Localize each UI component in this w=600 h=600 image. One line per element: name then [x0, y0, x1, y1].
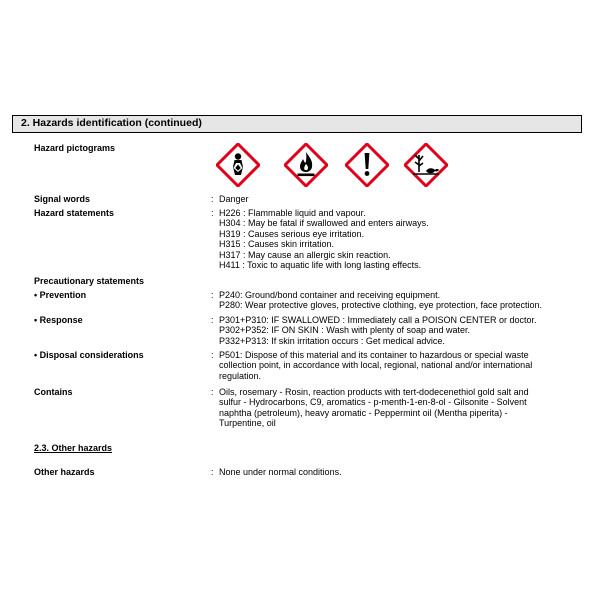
hazard-statement: H317 : May cause an allergic skin reaction.: [219, 249, 391, 260]
response-list: [219, 315, 579, 346]
disposal-line: collection point, in accordance with local, regional, national and/or international: [219, 360, 533, 371]
separator-colon: :: [211, 315, 214, 325]
precautionary-statement: P301+P310: IF SWALLOWED : Immediately call a POISON CENTER or doctor.: [219, 315, 537, 325]
precautionary-statement: P302+P352: IF ON SKIN : Wash with plenty of soap and water.: [219, 325, 471, 336]
contains-label: Contains: [34, 387, 73, 397]
signal-words-value: [219, 194, 579, 204]
prevention-label: • Prevention: [34, 290, 87, 300]
contains-line: Oils, rosemary - Rosin, reaction products with tert-dodecenethiol gold salt and: [219, 387, 529, 397]
hazard-statement: H319 : Causes serious eye irritation.: [219, 228, 365, 239]
hazard-statement: H315 : Causes skin irritation.: [219, 239, 335, 250]
prevention-list: [219, 290, 579, 311]
response-label: • Response: [34, 315, 83, 325]
section-title: 2. Hazards identification (continued): [21, 117, 202, 129]
separator-colon: :: [211, 350, 214, 360]
disposal-line: P501: Dispose of this material and its container to hazardous or special waste: [219, 350, 529, 360]
other-hazards-label: Other hazards: [34, 467, 95, 477]
precautionary-statement: P240: Ground/bond container and receiving equipment.: [219, 290, 441, 300]
hazard-statement: H226 : Flammable liquid and vapour.: [219, 208, 366, 218]
hazard-statement: H304 : May be fatal if swallowed and enters airways.: [219, 218, 429, 229]
hazard-pictograms-label: Hazard pictograms: [34, 143, 116, 153]
exclamation-mark-pictogram-icon: [345, 143, 389, 187]
separator-colon: :: [211, 290, 214, 300]
disposal-line: regulation.: [219, 370, 262, 381]
contains-list: [219, 387, 579, 429]
hazard-statement: H411 : Toxic to aquatic life with long lasting effects.: [219, 260, 422, 271]
other-hazards-section-title: 2.3. Other hazards: [34, 443, 113, 453]
precautionary-statement: P280: Wear protective gloves, protective clothing, eye protection, face protection.: [219, 300, 543, 311]
other-hazards-text: None under normal conditions.: [219, 467, 342, 477]
disposal-list: [219, 350, 579, 381]
separator-colon: :: [211, 467, 214, 477]
contains-line: Turpentine, oil: [219, 418, 276, 429]
flame-pictogram-icon: [284, 143, 328, 187]
precautionary-statement: P332+P313: If skin irritation occurs : Get medical advice.: [219, 335, 445, 346]
separator-colon: :: [211, 208, 214, 218]
contains-line: naphtha (petroleum), heavy aromatic - Peppermint oil (Mentha piperita) -: [219, 407, 508, 418]
other-hazards-value: [219, 467, 579, 477]
environment-pictogram-icon: [404, 143, 448, 187]
precautionary-statements-label: Precautionary statements: [34, 276, 145, 286]
signal-words-label: Signal words: [34, 194, 91, 204]
hazard-statements-label: Hazard statements: [34, 208, 115, 218]
signal-word: Danger: [219, 194, 249, 204]
separator-colon: :: [211, 387, 214, 397]
contains-line: sulfur - Hydrocarbons, C9, aromatics - p-menth-1-en-8-ol - Gilsonite - Solvent: [219, 397, 527, 408]
separator-colon: :: [211, 194, 214, 204]
disposal-considerations-label: • Disposal considerations: [34, 350, 144, 360]
health-hazard-pictogram-icon: [216, 143, 260, 187]
section-header-bar: [12, 115, 582, 133]
hazard-statements-list: [219, 208, 579, 270]
